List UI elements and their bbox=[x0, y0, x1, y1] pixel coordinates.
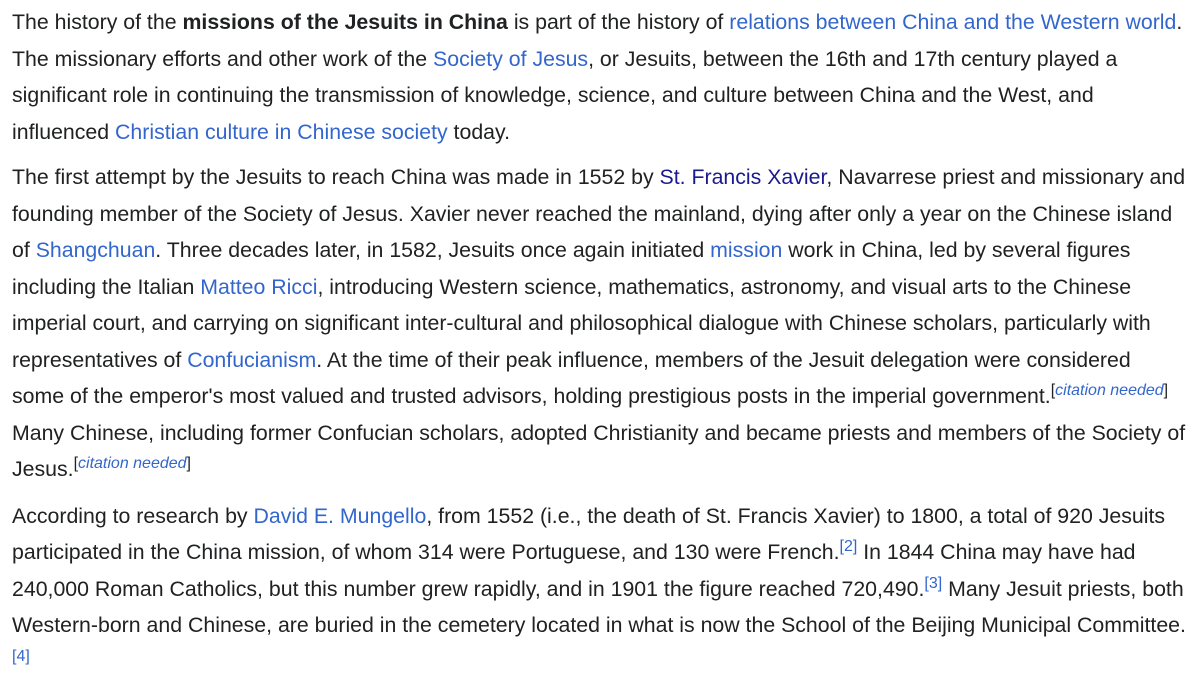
reference-2 bbox=[840, 538, 858, 555]
citation-needed-link[interactable]: citation needed bbox=[1055, 381, 1164, 399]
text-span: . At the time of their peak influence, members of the Jesuit delegation were considered some of the emperor's most valued and trusted advisors, holding prestigious posts in the imperial government. bbox=[12, 347, 1131, 408]
citation-needed-tag: [citation needed] bbox=[1050, 381, 1169, 399]
text-span: The history of the bbox=[12, 10, 183, 34]
link-matteo-ricci[interactable]: Matteo Ricci bbox=[200, 274, 318, 299]
text-span: , from 1552 (i.e., the death of St. Francis Xavier) to 1800, a total of 920 Jesuits participated in the China mission, of whom 314 were Portuguese, and 130 were French. bbox=[12, 503, 1166, 564]
reference-2-link[interactable]: [2] bbox=[839, 537, 858, 555]
text-span: Many Jesuit priests, both Western-born and Chinese, are buried in the cemetery located in what is now the School of the Beijing Municipal Committee. bbox=[12, 576, 1186, 637]
text-span: . The missionary efforts and other work of the bbox=[12, 10, 1183, 71]
link-confucianism[interactable]: Confucianism bbox=[187, 347, 317, 372]
text-span: . Three decades later, in 1582, Jesuits once again initiated bbox=[155, 238, 711, 262]
link-david-mungello[interactable]: David E. Mungello bbox=[253, 503, 427, 528]
text-span: work in China, led by several figures including the Italian bbox=[12, 238, 1131, 299]
text-span: is part of the history of bbox=[507, 10, 730, 34]
link-christian-culture[interactable]: Christian culture in Chinese society bbox=[115, 119, 448, 144]
citation-needed-tag: [citation needed] bbox=[73, 454, 191, 472]
paragraph-first-attempt bbox=[12, 159, 1188, 488]
reference-3-link[interactable]: [3] bbox=[924, 574, 943, 592]
link-relations-china-west[interactable]: relations between China and the Western world bbox=[729, 10, 1177, 34]
text-span: , or Jesuits, between the 16th and 17th century played a significant role in continuing the transmission of knowledge, science, and culture between China and the West, and influenced bbox=[12, 46, 1118, 144]
reference-4 bbox=[12, 647, 30, 664]
text-span: , Navarrese priest and missionary and founding member of the Society of Jesus. Xavier never reached the mainland, dying after only a year on the Chinese island of bbox=[12, 165, 1186, 262]
paragraph-intro bbox=[12, 4, 1188, 150]
link-shangchuan[interactable]: Shangchuan bbox=[35, 238, 156, 262]
text-span: According to research by bbox=[12, 503, 254, 528]
link-francis-xavier[interactable]: St. Francis Xavier bbox=[659, 165, 827, 189]
citation-needed-link[interactable]: citation needed bbox=[78, 454, 187, 472]
text-span: , introducing Western science, mathematics, astronomy, and visual arts to the Chinese imperial court, and carrying on significant inter-cultural and philosophical dialogue with Chinese scholars, particularly with representatives of bbox=[12, 274, 1151, 372]
text-span: today. bbox=[447, 119, 510, 144]
text-span: In 1844 China may have had 240,000 Roman Catholics, but this number grew rapidly, and in 1901 the figure reached 720,490. bbox=[12, 540, 1136, 601]
link-society-of-jesus[interactable]: Society of Jesus bbox=[433, 46, 589, 71]
text-span: Many Chinese, including former Confucian scholars, adopted Christianity and became priests and members of the Society of Jesus. bbox=[12, 420, 1186, 481]
link-mission[interactable]: mission bbox=[710, 238, 783, 262]
reference-3 bbox=[924, 574, 942, 591]
reference-4-link[interactable]: [4] bbox=[12, 647, 30, 665]
text-span: The first attempt by the Jesuits to reach China was made in 1552 by bbox=[12, 165, 660, 189]
article-subject-bold: missions of the Jesuits in China bbox=[182, 10, 508, 34]
paragraph-research bbox=[12, 498, 1188, 681]
